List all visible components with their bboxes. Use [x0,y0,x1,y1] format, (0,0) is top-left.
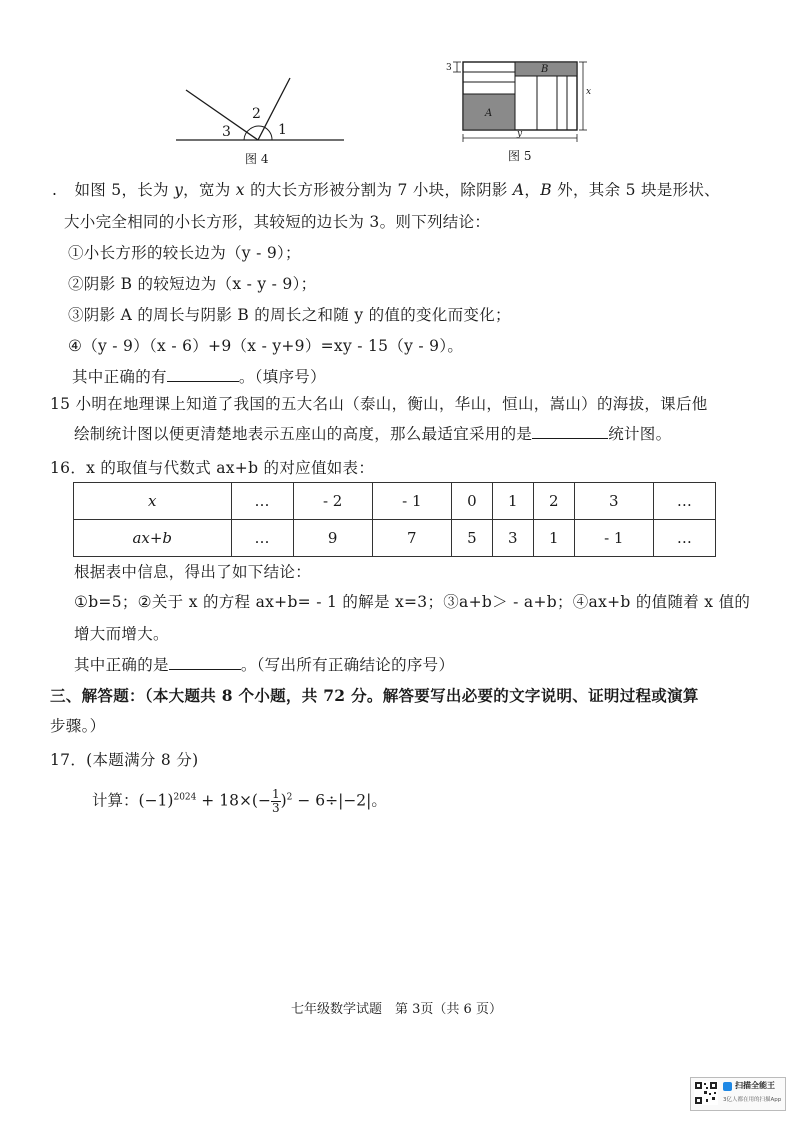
fig4-label-3: 3 [222,124,231,140]
stamp-title: 扫描全能王 [735,1081,775,1090]
q17-expression: 计算：$(-1)^{2024} + 18\times(-$ $\frac{1}{3}$ )$^2$ − 6÷|−2|。 [92,787,387,815]
q14-option-1: ①小长方形的较长边为（y - 9）； [68,244,301,262]
fig5-label-x: x [586,87,592,97]
figure-5 [443,58,595,150]
table-cell: - 2 [293,483,372,520]
table-cell: … [653,483,715,520]
page-footer: 七年级数学试题 第 3页（共 6 页） [291,1002,502,1017]
fig4-label-2: 2 [252,106,261,122]
q15-answer-blank[interactable] [532,426,608,439]
q14-number: . [52,181,58,199]
table-cell: - 1 [574,520,653,557]
table-cell: ax+b [74,520,232,557]
q16-answer: 其中正确的是 。（写出所有正确结论的序号） [74,656,455,674]
table-row [74,520,716,557]
table-cell: 3 [574,483,653,520]
q14-answer-blank[interactable] [167,369,239,382]
q16-conclusions-2: 增大而增大。 [74,625,169,643]
stamp-logo-icon [723,1082,732,1091]
q15-number: 15 [50,395,71,413]
fig5-label-a: A [485,108,493,119]
table-cell: 9 [293,520,372,557]
q16-number: 16． [50,459,87,477]
table-cell: 1 [533,520,574,557]
table-cell: … [653,520,715,557]
q14-answer: 其中正确的有 。（填序号） [72,368,326,386]
table-cell: … [231,520,293,557]
q16-stem: 16．x 的取值与代数式 ax+b 的对应值如表： [50,459,375,477]
table-cell: … [231,483,293,520]
fig4-label-1: 1 [278,122,287,138]
q16-info: 根据表中信息，得出了如下结论： [74,563,312,581]
fraction-one-third: $\frac{1}{3}$ [271,787,280,815]
value-table [73,482,716,557]
q16-conclusions: ①b=5；②关于 x 的方程 ax+b= - 1 的解是 x=3；③a+b＞ - a+b；④ax+b 的值随着 x 值的 [74,593,751,611]
q14-option-3: ③阴影 A 的周长与阴影 B 的周长之和随 y 的值的变化而变化； [68,306,511,324]
q15-line2: 绘制统计图以便更清楚地表示五座山的高度，那么最适宜采用的是 统计图。 [74,425,672,443]
qr-code-icon [694,1081,718,1105]
q14-option-4: ④（y - 9）（x - 6）+9（x - y+9）=xy - 15（y - 9）。 [68,337,464,355]
fig4-caption: 图 4 [245,152,269,166]
q15-line1: 15 小明在地理课上知道了我国的五大名山（泰山，衡山，华山，恒山，嵩山）的海拔，课后他 [50,395,708,413]
q17-header: 17．(本题满分 8 分) [50,751,199,769]
section-3-title-2: 步骤。） [50,717,106,735]
table-cell: - 1 [372,483,451,520]
table-cell: 3 [492,520,533,557]
table-cell: 5 [451,520,492,557]
q16-answer-blank[interactable] [169,657,241,670]
fig5-label-b: B [541,64,549,75]
q14-line1: . 如图 5，长为 y，宽为 x 的大长方形被分割为 7 小块，除阴影 A，B 外，其余 5 块是形状、 [52,181,720,199]
table-cell: x [74,483,232,520]
table-cell: 7 [372,520,451,557]
table-cell: 2 [533,483,574,520]
fig5-caption: 图 5 [508,149,532,163]
fig5-label-3: 3 [446,63,452,73]
q14-line2: 大小完全相同的小长方形，其较短的边长为 3。则下列结论： [64,213,491,231]
q14-option-2: ②阴影 B 的较短边为（x - y - 9）； [68,275,317,293]
stamp-subtitle: 3亿人都在用的扫描App [723,1097,782,1103]
scanner-stamp [690,1077,786,1111]
table-row [74,483,716,520]
section-3-title: 三、解答题：（本大题共 8 个小题，共 72 分。解答要写出必要的文字说明、证明过程或演算 [50,686,699,705]
table-cell: 1 [492,483,533,520]
table-cell: 0 [451,483,492,520]
fig5-label-y: y [517,129,523,139]
